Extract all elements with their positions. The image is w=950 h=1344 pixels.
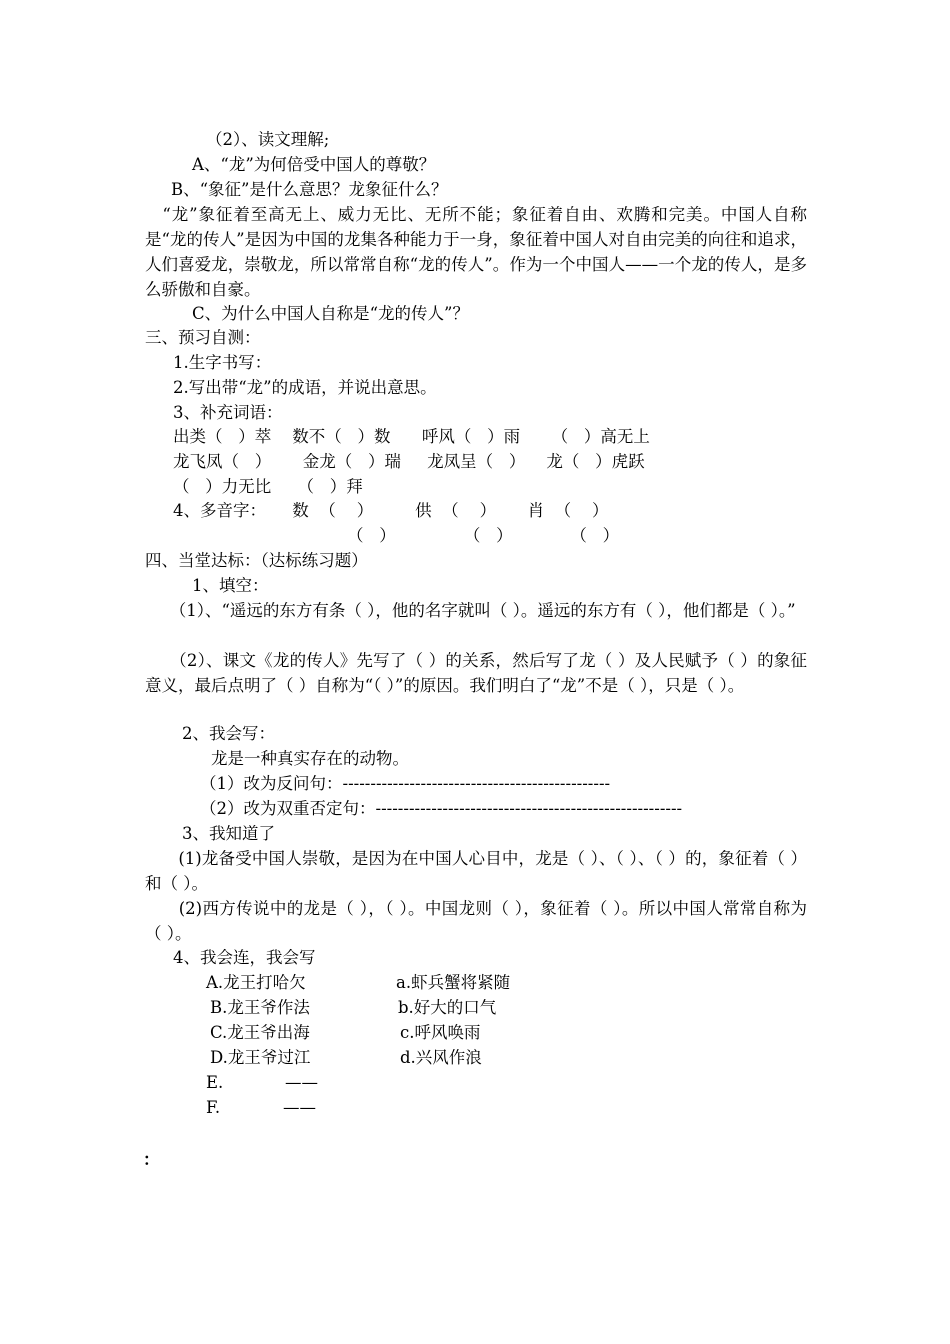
read-understand-title: （2）、读文理解;	[206, 130, 330, 149]
trailing-colon: ：	[143, 1150, 160, 1169]
write-rhetorical: （1）改为反问句：------------------------------------------------	[200, 774, 611, 793]
match-right-item: b.好大的口气	[398, 998, 497, 1017]
question-b: B、“象征”是什么意思？龙象征什么？	[171, 180, 448, 199]
know-title: 3、我知道了	[182, 824, 275, 843]
section-3-heading: 三、预习自测：	[145, 328, 261, 347]
question-c: C、为什么中国人自称是“龙的传人”？	[192, 304, 469, 323]
fill-words-row-1: 出类（ ）萃 数不（ ）数 呼风（ ）雨 （ ）高无上	[173, 427, 650, 446]
match-left-item: A.龙王打哈欠	[206, 973, 306, 992]
polyphone-row-2: （ ） （ ） （ ）	[347, 526, 620, 545]
match-answer-line: ——	[283, 1098, 316, 1117]
match-right-item: c.呼风唤雨	[400, 1023, 481, 1042]
match-title: 4、我会连，我会写	[173, 948, 316, 967]
fill-blank-2: （2）、课文《龙的传人》先写了（ ）的关系，然后写了龙（ ）及人民赋予（ ）的象征意义，最后点明了（ ）自称为“（ ）”的原因。我们明白了“龙”不是（ ），只是（ ）。	[145, 651, 807, 695]
match-left-item: C.龙王爷出海	[210, 1023, 310, 1042]
section-4-heading: 四、当堂达标：（达标练习题）	[145, 551, 368, 570]
fill-blanks-title: 1、填空：	[192, 576, 269, 595]
know-item-1: (1)龙备受中国人崇敬，是因为在中国人心目中，龙是（ ）、（ ）、（ ）的，象征着（ ）和（ ）。	[145, 849, 807, 893]
match-left-item: B.龙王爷作法	[210, 998, 310, 1017]
match-left-item: D.龙王爷过江	[210, 1048, 311, 1067]
question-a: A、“龙”为何倍受中国人的尊敬？	[192, 155, 436, 174]
fill-blank-1: （1）、“遥远的东方有条（ ），他的名字就叫（ ）。遥远的东方有（ ），他们都是（ ）。”	[145, 601, 796, 620]
write-title: 2、我会写：	[182, 724, 275, 743]
write-sentence: 龙是一种真实存在的动物。	[211, 749, 409, 768]
fill-words-row-2: 龙飞凤（ ） 金龙（ ）瑞 龙凤呈（ ） 龙（ ）虎跃	[173, 452, 645, 471]
match-right-item: a.虾兵蟹将紧随	[396, 973, 511, 992]
match-left-item: E.	[206, 1073, 224, 1092]
match-left-item: F.	[206, 1098, 221, 1117]
fill-words-row-3: （ ）力无比 （ ）拜	[173, 477, 363, 496]
match-answer-line: ——	[285, 1073, 318, 1092]
item-fill-words: 3、补充词语：	[173, 403, 283, 422]
match-right-item: d.兴风作浪	[400, 1048, 482, 1067]
write-double-negative: （2）改为双重否定句：-------------------------------------------------------	[200, 799, 683, 818]
know-item-2: (2)西方传说中的龙是（ ），（ ）。中国龙则（ ），象征着（ ）。所以中国人常常自称为（ ）。	[145, 899, 807, 943]
answer-paragraph: “龙”象征着至高无上、威力无比、无所不能；象征着自由、欢腾和完美。中国人自称是“龙的传人”是因为中国的龙集各种能力于一身，象征着中国人对自由完美的向往和追求，人们喜爱龙，崇敬龙，所以常常自称“龙的传人”。作为一个中国人——一个龙的传人，是多么骄傲和自豪。	[145, 205, 807, 299]
item-new-characters: 1.生字书写：	[173, 353, 272, 372]
item-dragon-idioms: 2.写出带“龙”的成语，并说出意思。	[173, 378, 437, 397]
polyphone-row-1: 4、多音字： 数 （ ） 供 （ ） 肖 （ ）	[173, 501, 609, 520]
